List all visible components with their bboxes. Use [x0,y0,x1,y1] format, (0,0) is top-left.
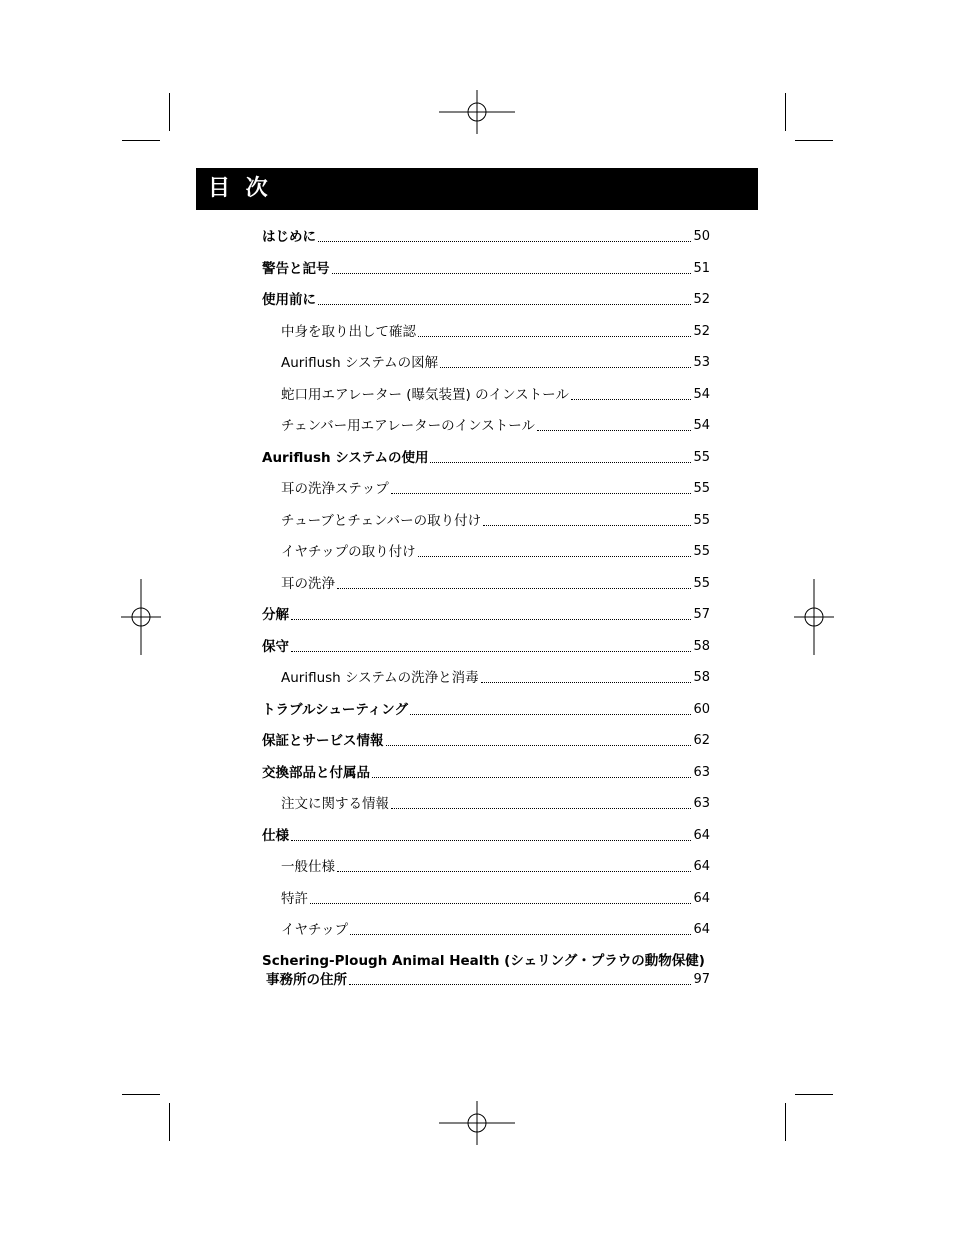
toc-leader-dots [391,493,692,494]
toc-entry-title: イヤチップ [281,922,349,938]
toc-entry-title: Auriflush システムの図解 [281,355,439,371]
toc-leader-dots [418,336,691,337]
toc-entry-title: 特許 [281,891,308,907]
toc-page-number: 97 [693,972,710,987]
toc-page-number: 58 [693,639,710,654]
toc-entry-title: チェンバー用エアレーターのインストール [281,418,535,434]
toc-leader-dots [349,984,691,985]
toc-page-number: 64 [693,828,710,843]
toc-leader-dots [310,903,691,904]
toc-entry-title: 蛇口用エアレーター (曝気装置) のインストール [281,387,569,403]
toc-entry-title: 分解 [262,607,289,623]
toc-entry-title: イヤチップの取り付け [281,544,416,560]
toc-entry[interactable] [281,887,710,907]
toc-page-number: 63 [693,765,710,780]
toc-entry-title: 事務所の住所 [266,972,347,988]
toc-page-number: 63 [693,796,710,811]
toc-entry[interactable] [262,698,710,718]
toc-page-number: 60 [693,702,710,717]
page-title: 目 次 [208,176,272,201]
toc-entry-title: 注文に関する情報 [281,796,389,812]
toc-page-number: 58 [693,670,710,685]
toc-page-number: 57 [693,607,710,622]
toc-leader-dots [372,777,691,778]
toc-page-number: 55 [693,576,710,591]
toc-leader-dots [481,682,692,683]
toc-page-number: 53 [693,355,710,370]
toc-leader-dots [291,651,691,652]
toc-entry[interactable] [281,855,710,875]
toc-entry-title: 仕様 [262,828,289,844]
toc-leader-dots [537,430,692,431]
toc-entry[interactable] [281,792,710,812]
toc-entry[interactable] [262,288,710,308]
toc-entry-title: Auriflush システムの使用 [262,450,429,466]
toc-leader-dots [332,273,692,274]
toc-entry[interactable] [281,383,710,403]
toc-entry-title: 耳の洗浄 [281,576,335,592]
toc-page-number: 64 [693,922,710,937]
toc-leader-dots [291,619,691,620]
toc-page-number: 50 [693,229,710,244]
toc-page-number: 52 [693,292,710,307]
toc-entry-title: はじめに [262,229,316,245]
toc-entry[interactable] [262,761,710,781]
toc-page-number: 54 [693,387,710,402]
toc-page-number: 55 [693,544,710,559]
toc-entry[interactable] [281,320,710,340]
toc-entry-title: 使用前に [262,292,316,308]
toc-entry[interactable] [281,351,710,371]
toc-page-number: 55 [693,513,710,528]
toc-entry[interactable] [262,603,710,623]
toc-leader-dots [337,871,691,872]
toc-entry[interactable] [262,446,710,466]
toc-page-number: 64 [693,891,710,906]
toc-leader-dots [483,525,691,526]
toc-entry-title: チューブとチェンバーの取り付け [281,513,482,529]
toc-entry-title: 警告と記号 [262,261,330,277]
toc-page-number: 52 [693,324,710,339]
toc-entry-contact-line1[interactable]: Schering-Plough Animal Health (シェリング・プラウの動物保健) [262,953,705,969]
toc-entry[interactable] [262,257,710,277]
toc-entry[interactable] [281,918,710,938]
toc-leader-dots [571,399,692,400]
toc-page-number: 54 [693,418,710,433]
toc-leader-dots [318,241,691,242]
toc-entry-title: Auriflush システムの洗浄と消毒 [281,670,479,686]
toc-entry-title: 保守 [262,639,289,655]
toc-entry[interactable] [281,666,710,686]
toc-entry-title: 耳の洗浄ステップ [281,481,389,497]
toc-entry-contact-line2[interactable] [266,968,710,988]
toc-leader-dots [440,367,691,368]
toc-entry-title: トラブルシューティング [262,702,409,718]
toc-entry[interactable] [262,824,710,844]
toc-leader-dots [386,745,692,746]
toc-entry[interactable] [262,225,710,245]
toc-page-number: 62 [693,733,710,748]
toc-entry-title: 交換部品と付属品 [262,765,370,781]
toc-leader-dots [391,808,691,809]
toc-page-number: 51 [693,261,710,276]
toc-entry-title: 一般仕様 [281,859,335,875]
toc-leader-dots [350,934,691,935]
toc-entry[interactable] [262,635,710,655]
toc-entry[interactable] [262,729,710,749]
toc-entry-title: 中身を取り出して確認 [281,324,416,340]
toc-leader-dots [410,714,691,715]
toc-entry-title: 保証とサービス情報 [262,733,384,749]
toc-page-number: 55 [693,481,710,496]
toc-entry[interactable] [281,414,710,434]
toc-entry[interactable] [281,509,710,529]
toc-page-number: 55 [693,450,710,465]
toc-leader-dots [430,462,691,463]
toc-page-number: 64 [693,859,710,874]
toc-entry[interactable] [281,540,710,560]
toc-leader-dots [418,556,692,557]
toc-entry[interactable] [281,477,710,497]
toc-entry[interactable] [281,572,710,592]
toc-leader-dots [318,304,691,305]
toc-leader-dots [337,588,691,589]
toc-leader-dots [291,840,691,841]
